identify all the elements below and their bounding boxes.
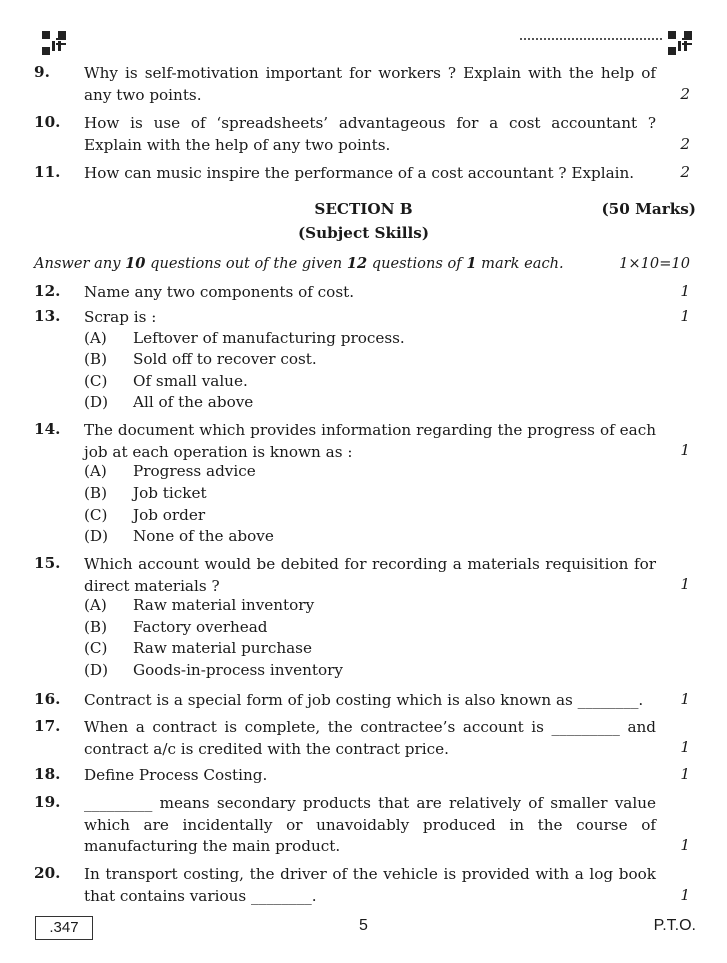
paper-code: .347 (35, 916, 93, 940)
section-marks: (50 Marks) (601, 200, 696, 218)
question-text: Which account would be debited for recording a materials requisition for direct materials ? (84, 555, 656, 595)
option-label: (B) (84, 484, 108, 502)
question-number: 13. (34, 307, 61, 325)
instruction-number: 12 (346, 255, 368, 272)
instruction-part: questions out of the given (145, 255, 347, 272)
option-label: (C) (84, 639, 108, 657)
question-marks: 1 (680, 307, 690, 325)
qr-code-icon (667, 30, 693, 56)
question-marks: 1 (680, 765, 690, 783)
option-text: All of the above (133, 393, 254, 411)
option-label: (A) (84, 596, 107, 614)
instruction-part: Answer any (34, 255, 126, 272)
section-title: SECTION B (314, 200, 413, 218)
question-marks: 1 (680, 282, 690, 300)
question-text: In transport costing, the driver of the vehicle is provided with a log book that contains various ________. (84, 865, 656, 905)
question-text: _________ means secondary products that are relatively of smaller value which are incidentally or unavoidably produced in the course of manufacturing the main product. (84, 794, 656, 855)
question-marks: 1 (680, 575, 690, 593)
option-label: (D) (84, 393, 109, 411)
instruction-number: 10 (125, 255, 146, 272)
question-number: 17. (34, 717, 61, 735)
option-text: Factory overhead (133, 618, 268, 636)
instruction-part: questions of (367, 255, 467, 272)
option-label: (D) (84, 527, 109, 545)
question-marks: 1 (680, 886, 690, 904)
question-marks: 2 (680, 85, 690, 103)
option-text: Goods-in-process inventory (133, 661, 343, 679)
page-number: 5 (359, 917, 368, 934)
question-number: 19. (34, 793, 61, 811)
pto-label: P.T.O. (653, 917, 696, 934)
question-marks: 1 (680, 690, 690, 708)
option-text: Raw material purchase (133, 639, 312, 657)
question-text: The document which provides information regarding the progress of each job at each operation is known as : (84, 421, 656, 461)
question-text: Scrap is : (84, 308, 157, 326)
header-dotted-line (520, 38, 662, 40)
question-text: Define Process Costing. (84, 766, 268, 784)
option-text: Raw material inventory (133, 596, 315, 614)
question-number: 9. (34, 63, 50, 81)
option-text: Progress advice (133, 462, 256, 480)
question-text: Why is self-motivation important for workers ? Explain with the help of any two points. (84, 64, 656, 104)
question-marks: 2 (680, 135, 690, 153)
question-number: 12. (34, 282, 61, 300)
section-instruction (34, 255, 564, 272)
question-text: Contract is a special form of job costing which is also known as ________. (84, 691, 644, 709)
question-marks: 2 (680, 163, 690, 181)
question-number: 20. (34, 864, 61, 882)
question-number: 15. (34, 554, 61, 572)
option-text: Sold off to recover cost. (133, 350, 317, 368)
option-text: Job ticket (133, 484, 207, 502)
option-label: (A) (84, 462, 107, 480)
option-label: (B) (84, 618, 108, 636)
qr-code-icon (41, 30, 67, 56)
option-label: (A) (84, 329, 107, 347)
question-text: How is use of ‘spreadsheets’ advantageous for a cost accountant ? Explain with the help of any two points. (84, 114, 656, 154)
option-text: Job order (133, 506, 206, 524)
question-marks: 1 (680, 441, 690, 459)
instruction-part: mark each. (476, 255, 564, 272)
section-subtitle: (Subject Skills) (297, 224, 430, 242)
question-marks: 1 (680, 836, 690, 854)
option-text: Of small value. (133, 372, 248, 390)
option-text: Leftover of manufacturing process. (133, 329, 405, 347)
question-text: How can music inspire the performance of a cost accountant ? Explain. (84, 164, 635, 182)
question-text: Name any two components of cost. (84, 283, 355, 301)
question-number: 11. (34, 163, 61, 181)
instruction-marks: 1×10=10 (619, 255, 690, 272)
question-number: 14. (34, 420, 61, 438)
question-number: 10. (34, 113, 61, 131)
option-label: (C) (84, 506, 108, 524)
option-label: (C) (84, 372, 108, 390)
option-label: (B) (84, 350, 108, 368)
option-label: (D) (84, 661, 109, 679)
question-number: 16. (34, 690, 61, 708)
question-number: 18. (34, 765, 61, 783)
instruction-number: 1 (466, 255, 477, 272)
option-text: None of the above (133, 527, 274, 545)
question-text: When a contract is complete, the contractee’s account is _________ and contract a/c is credited with the contract price. (84, 718, 656, 758)
question-marks: 1 (680, 738, 690, 756)
